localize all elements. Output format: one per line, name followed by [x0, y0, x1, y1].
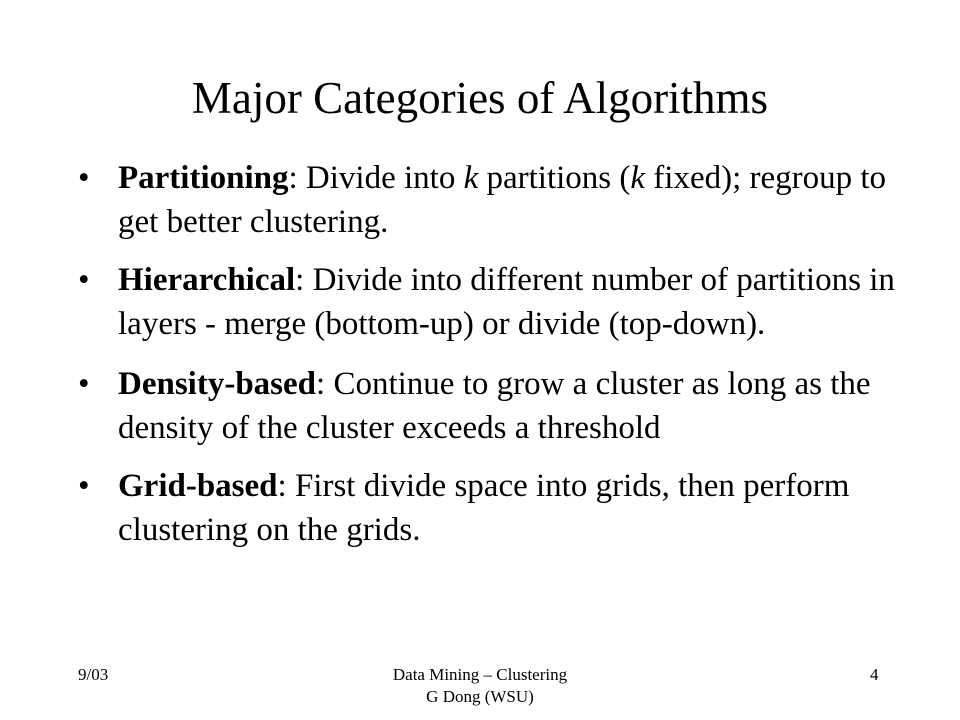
slide-title: Major Categories of Algorithms	[191, 73, 769, 123]
bullet-term: Hierarchical	[118, 262, 296, 298]
bullet-hierarchical	[78, 258, 928, 346]
footer-date: 9/03	[78, 665, 109, 684]
bullet-density-based	[78, 362, 928, 450]
bullet-separator: :	[288, 160, 306, 196]
bullet-text: fixed); regroup to get better clustering.	[118, 160, 887, 240]
bullet-partitioning	[78, 156, 928, 244]
bullet-grid-based	[78, 464, 928, 552]
bullet-icon: •	[78, 160, 90, 196]
bullet-icon: •	[78, 366, 90, 402]
bullet-variable: k	[630, 160, 646, 196]
page-number: 4	[870, 665, 879, 684]
bullet-text: First divide space into grids, then perform clustering on the grids.	[118, 468, 850, 548]
bullet-separator: :	[295, 262, 313, 298]
bullet-term: Grid-based	[118, 468, 278, 504]
bullet-text: Continue to grow a cluster as long as the density of the cluster exceeds a threshold	[118, 366, 871, 446]
bullet-icon: •	[78, 262, 90, 298]
bullet-separator: :	[316, 366, 334, 402]
bullet-list	[78, 156, 928, 566]
bullet-icon: •	[78, 468, 90, 504]
bullet-variable: k	[463, 160, 479, 196]
bullet-text: Divide into	[305, 160, 464, 196]
footer-course: Data Mining – Clustering	[392, 665, 568, 684]
bullet-separator: :	[277, 468, 295, 504]
bullet-term: Partitioning	[118, 160, 289, 196]
footer-author: G Dong (WSU)	[426, 687, 534, 706]
bullet-text: partitions (	[478, 160, 631, 196]
footer-course-info	[330, 664, 630, 708]
bullet-text: Divide into different number of partitions in layers - merge (bottom-up) or divide (top-down).	[118, 262, 895, 342]
bullet-term: Density-based	[118, 366, 317, 402]
